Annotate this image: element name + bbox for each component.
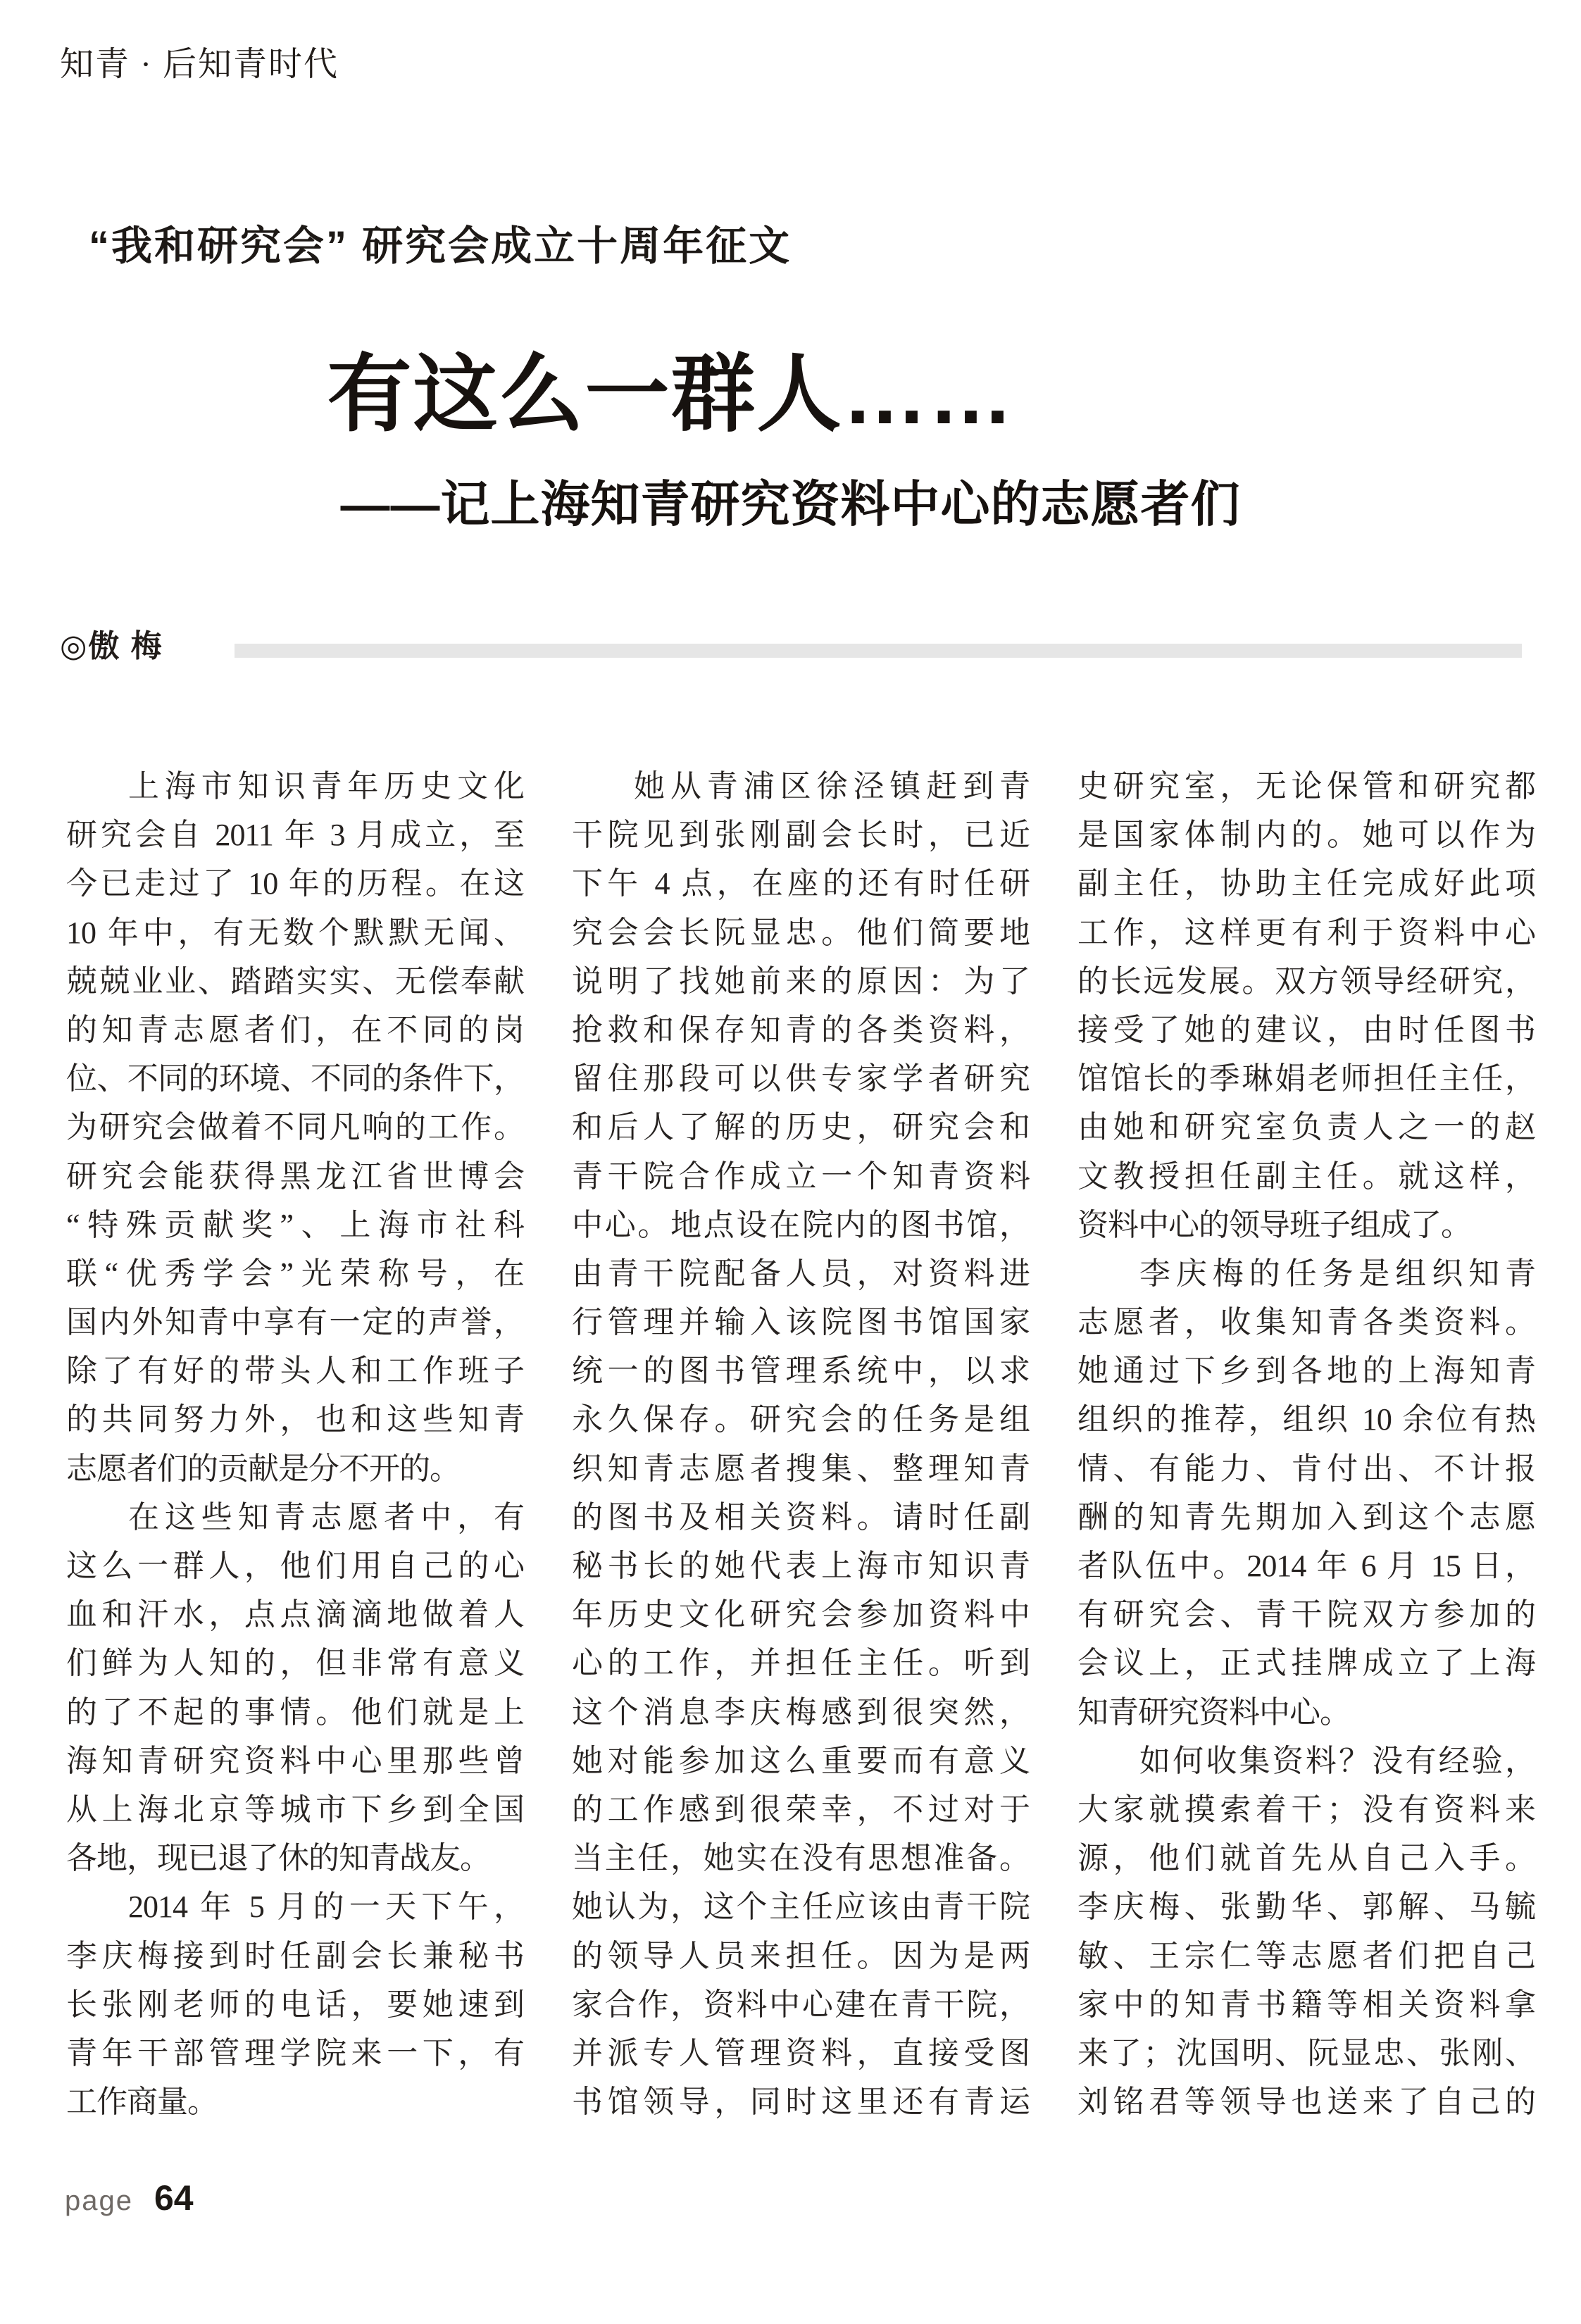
text-line: 文教授担任副主任。就这样， <box>1077 1158 1535 1194</box>
text-line: 的了不起的事情。他们就是上 <box>66 1694 524 1730</box>
text-line: 如何收集资料？没有经验， <box>1139 1743 1535 1778</box>
text-line: 长张刚老师的电话，要她速到 <box>66 1987 524 2022</box>
eyebrow-heading: “我和研究会” 研究会成立十周年征文 <box>89 223 792 269</box>
article-body <box>66 762 1535 2126</box>
text-line: 书馆领导，同时这里还有青运 <box>572 2085 1030 2120</box>
text-line: 2014 年 5 月的一天下午， <box>128 1889 524 1925</box>
text-line: 和后人了解的历史，研究会和 <box>572 1110 1030 1145</box>
text-line: 是国家体制内的。她可以作为 <box>1077 818 1535 853</box>
text-line: 并派专人管理资料，直接受图 <box>572 2035 1030 2070</box>
text-line: 兢兢业业、踏踏实实、无偿奉献 <box>66 963 524 999</box>
text-line: 她通过下乡到各地的上海知青 <box>1077 1354 1535 1389</box>
text-line: 研究会自 2011 年 3 月成立，至 <box>66 818 524 853</box>
text-line: 说明了找她前来的原因：为了 <box>572 963 1030 999</box>
text-line: 抢救和保存知青的各类资料， <box>572 1012 1030 1047</box>
text-line: 当主任，她实在没有思想准备。 <box>572 1841 1030 1876</box>
author-name: ◎傲 梅 <box>60 629 163 663</box>
text-line: 们鲜为人知的，但非常有意义 <box>66 1646 524 1681</box>
text-line: 家中的知青书籍等相关资料拿 <box>1077 1987 1535 2022</box>
text-line: 心的工作，并担任主任。听到 <box>572 1646 1030 1681</box>
text-line: 酬的知青先期加入到这个志愿 <box>1077 1499 1535 1535</box>
text-line: 下午 4 点，在座的还有时任研 <box>572 866 1030 901</box>
text-line: 的长远发展。双方领导经研究， <box>1077 963 1535 999</box>
text-line: 组织的推荐，组织 10 余位有热 <box>1077 1402 1535 1437</box>
text-line: 资料中心的领导班子组成了。 <box>1077 1207 1471 1242</box>
text-line: 有研究会、青干院双方参加的 <box>1077 1597 1535 1632</box>
text-line: 年历史文化研究会参加资料中 <box>572 1597 1030 1632</box>
text-line: 研究会能获得黑龙江省世博会 <box>66 1158 524 1194</box>
text-line: 她对能参加这么重要而有意义 <box>572 1743 1030 1778</box>
page-label: page <box>65 2185 133 2216</box>
text-line: 志愿者们的贡献是分不开的。 <box>66 1451 460 1486</box>
text-line: 干院见到张刚副会长时，已近 <box>572 818 1030 853</box>
text-line: 从上海北京等城市下乡到全国 <box>66 1792 524 1827</box>
text-line: 在这些知青志愿者中，有 <box>128 1499 524 1535</box>
text-line: 海知青研究资料中心里那些曾 <box>66 1743 524 1778</box>
text-line: “特殊贡献奖”、上海市社科 <box>66 1207 524 1242</box>
text-column-2 <box>572 762 1030 2126</box>
text-line: 敏、王宗仁等志愿者们把自己 <box>1077 1938 1535 1973</box>
text-line: 她认为，这个主任应该由青干院 <box>572 1889 1030 1925</box>
text-line: 上海市知识青年历史文化 <box>128 769 524 804</box>
text-line: 这个消息李庆梅感到很突然， <box>572 1694 1030 1730</box>
article-subtitle: ——记上海知青研究资料中心的志愿者们 <box>340 477 1241 532</box>
text-line: 今已走过了 10 年的历程。在这 <box>66 866 524 901</box>
text-line: 为研究会做着不同凡响的工作。 <box>66 1110 524 1145</box>
text-line: 来了；沈国明、阮显忠、张刚、 <box>1077 2035 1535 2070</box>
text-line: 行管理并输入该院图书馆国家 <box>572 1305 1030 1340</box>
text-line: 留住那段可以供专家学者研究 <box>572 1061 1030 1097</box>
text-line: 李庆梅、张勤华、郭解、马毓 <box>1077 1889 1535 1925</box>
text-line: 家合作，资料中心建在青干院， <box>572 1987 1030 2022</box>
text-line: 各地，现已退了休的知青战友。 <box>66 1841 490 1876</box>
text-line: 情、有能力、肯付出、不计报 <box>1077 1451 1535 1486</box>
text-line: 的共同努力外，也和这些知青 <box>66 1402 524 1437</box>
page-footer <box>65 2178 194 2223</box>
text-line: 由青干院配备人员，对资料进 <box>572 1256 1030 1291</box>
text-line: 永久保存。研究会的任务是组 <box>572 1402 1030 1437</box>
text-line: 工作商量。 <box>66 2085 218 2120</box>
text-line: 中心。地点设在院内的图书馆， <box>572 1207 1030 1242</box>
text-line: 史研究室，无论保管和研究都 <box>1077 769 1535 804</box>
text-line: 血和汗水，点点滴滴地做着人 <box>66 1597 524 1632</box>
text-line: 的知青志愿者们，在不同的岗 <box>66 1012 524 1047</box>
text-column-1 <box>66 762 524 2126</box>
text-line: 联“优秀学会”光荣称号，在 <box>66 1256 524 1291</box>
text-line: 会议上，正式挂牌成立了上海 <box>1077 1646 1535 1681</box>
text-line: 10 年中，有无数个默默无闻、 <box>66 915 524 950</box>
text-line: 的图书及相关资料。请时任副 <box>572 1499 1030 1535</box>
text-line: 接受了她的建议，由时任图书 <box>1077 1012 1535 1047</box>
text-line: 的工作感到很荣幸，不过对于 <box>572 1792 1030 1827</box>
text-line: 国内外知青中享有一定的声誉， <box>66 1305 524 1340</box>
author-rule <box>235 644 1522 658</box>
section-header: 知青 · 后知青时代 <box>60 46 339 83</box>
text-line: 这么一群人，他们用自己的心 <box>66 1549 524 1583</box>
text-line: 的领导人员来担任。因为是两 <box>572 1938 1030 1973</box>
text-line: 知青研究资料中心。 <box>1077 1694 1350 1730</box>
text-line: 源，他们就首先从自己入手。 <box>1077 1841 1535 1876</box>
text-line: 除了有好的带头人和工作班子 <box>66 1354 524 1389</box>
article-title: 有这么一群人…… <box>327 347 1015 442</box>
text-line: 刘铭君等领导也送来了自己的 <box>1077 2085 1535 2120</box>
text-column-3 <box>1077 762 1535 2126</box>
text-line: 工作，这样更有利于资料中心 <box>1077 915 1535 950</box>
text-line: 青干院合作成立一个知青资料 <box>572 1158 1030 1194</box>
text-line: 大家就摸索着干；没有资料来 <box>1077 1792 1535 1827</box>
text-line: 李庆梅接到时任副会长兼秘书 <box>66 1938 524 1973</box>
text-line: 者队伍中。2014 年 6 月 15 日， <box>1077 1549 1535 1583</box>
text-line: 究会会长阮显忠。他们简要地 <box>572 915 1030 950</box>
text-line: 青年干部管理学院来一下，有 <box>66 2035 524 2070</box>
text-line: 她从青浦区徐泾镇赶到青 <box>634 769 1030 804</box>
text-line: 统一的图书管理系统中，以求 <box>572 1354 1030 1389</box>
text-line: 馆馆长的季琳娟老师担任主任， <box>1077 1061 1535 1097</box>
text-line: 副主任，协助主任完成好此项 <box>1077 866 1535 901</box>
page-number: 64 <box>154 2178 194 2218</box>
text-line: 志愿者，收集知青各类资料。 <box>1077 1305 1535 1340</box>
text-line: 李庆梅的任务是组织知青 <box>1139 1256 1535 1291</box>
text-line: 织知青志愿者搜集、整理知青 <box>572 1451 1030 1486</box>
author-row <box>60 625 1522 668</box>
text-line: 由她和研究室负责人之一的赵 <box>1077 1110 1535 1145</box>
text-line: 位、不同的环境、不同的条件下， <box>66 1061 524 1097</box>
text-line: 秘书长的她代表上海市知识青 <box>572 1549 1030 1583</box>
